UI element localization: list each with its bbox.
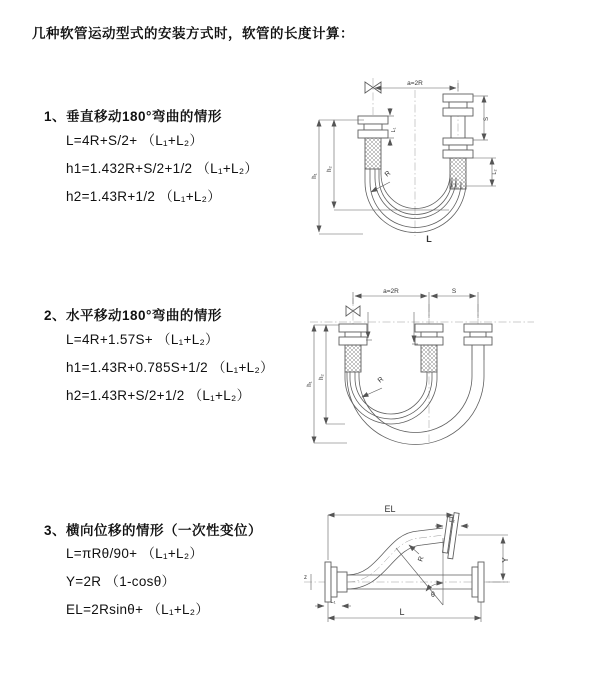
dim-label-el: EL bbox=[384, 504, 396, 514]
formula-line: L=4R+S/2+ （L₁+L₂） bbox=[66, 133, 204, 148]
braid-section bbox=[345, 345, 361, 372]
dim-label-width: a=2R bbox=[407, 80, 423, 87]
dimension-line bbox=[353, 292, 478, 318]
formula-line: L=4R+1.57S+ （L₁+L₂） bbox=[66, 332, 219, 347]
section-1-formulas bbox=[66, 127, 258, 211]
dim-label-length: L bbox=[399, 607, 405, 617]
dim-label-h2: h₂ bbox=[327, 166, 333, 172]
dim-label-h1: h₁ bbox=[312, 173, 318, 179]
page-title: 几种软管运动型式的安装方式时，软管的长度计算： bbox=[32, 26, 354, 41]
formula-line: Y=2R （1-cosθ） bbox=[66, 574, 176, 589]
dim-label-radius: R bbox=[376, 375, 386, 385]
dim-label-l1: L₁ bbox=[330, 599, 336, 605]
dimension-line bbox=[328, 515, 453, 560]
formula-line: h2=1.43R+1/2 （L₁+L₂） bbox=[66, 189, 222, 204]
diagram-vertical-bend bbox=[308, 74, 518, 252]
dim-label-y: Y bbox=[501, 557, 510, 563]
diagram-lateral-displacement bbox=[298, 502, 590, 647]
formula-line: EL=2Rsinθ+ （L₁+L₂） bbox=[66, 602, 210, 617]
section-3-heading: 3、横向位移的情形（一次性变位） bbox=[44, 523, 263, 538]
angle-construction bbox=[396, 538, 443, 605]
flange-fitting bbox=[358, 116, 388, 138]
braid-section bbox=[365, 138, 381, 169]
section-2-heading: 2、水平移动180°弯曲的情形 bbox=[44, 308, 222, 323]
dim-label-h1: h₁ bbox=[307, 381, 313, 387]
flange-fitting bbox=[325, 562, 347, 602]
formula-line: h1=1.432R+S/2+1/2 （L₁+L₂） bbox=[66, 161, 259, 176]
flange-fitting bbox=[339, 324, 492, 345]
hose-curve bbox=[345, 360, 484, 445]
dim-label-radius: R bbox=[417, 555, 426, 563]
braid-section bbox=[421, 345, 437, 372]
dim-label-length: L bbox=[426, 234, 432, 244]
diagram-horizontal-bend bbox=[306, 284, 538, 448]
section-2-formulas bbox=[66, 326, 274, 410]
dim-label-h2: h₂ bbox=[319, 374, 325, 380]
dim-label-stroke: S bbox=[484, 116, 490, 122]
flange-fitting bbox=[472, 562, 484, 602]
hose-curve bbox=[347, 528, 445, 589]
dim-label-l2: L₂ bbox=[449, 518, 455, 524]
dim-label-stroke: S bbox=[451, 288, 457, 295]
dim-label-l1: L₁ bbox=[391, 127, 397, 133]
section-1-heading: 1、垂直移动180°弯曲的情形 bbox=[44, 109, 222, 124]
formula-line: h2=1.43R+S/2+1/2 （L₁+L₂） bbox=[66, 388, 251, 403]
dim-label-radius: R bbox=[383, 169, 393, 179]
radius-leader bbox=[371, 182, 390, 192]
dim-label-width: a=2R bbox=[383, 288, 399, 295]
formula-line: L=πRθ/90+ （L₁+L₂） bbox=[66, 546, 204, 561]
dim-label-angle: θ bbox=[431, 592, 435, 599]
datum-label: z bbox=[304, 575, 307, 581]
section-3-formulas bbox=[66, 540, 209, 624]
formula-line: h1=1.43R+0.785S+1/2 （L₁+L₂） bbox=[66, 360, 274, 375]
pipe-stub bbox=[472, 345, 484, 360]
dimension-line bbox=[381, 108, 394, 146]
dim-label-l2: L₂ bbox=[492, 169, 498, 175]
radius-leader bbox=[362, 388, 382, 397]
dimension-line bbox=[366, 312, 418, 344]
